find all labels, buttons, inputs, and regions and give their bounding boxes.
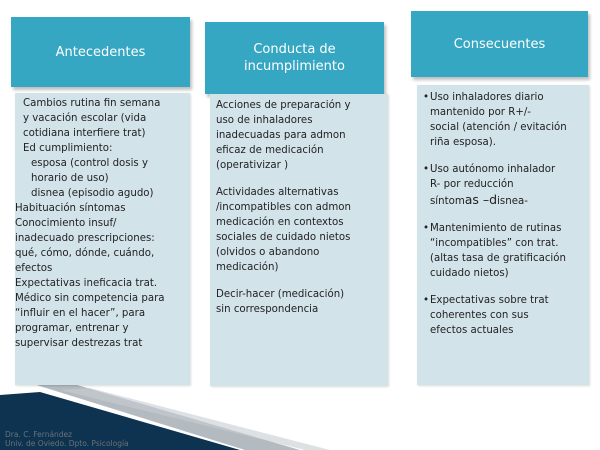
conducta-line: medicación) [216, 262, 279, 273]
consecuente-line: coherentes con sus [430, 310, 529, 321]
header-antecedentes [11, 17, 190, 87]
antecedentes-line: disnea (episodio agudo) [31, 188, 154, 199]
spacer [423, 150, 585, 162]
antecedentes-line: Conocimiento insuf/ [15, 218, 117, 229]
conducta-line: Actividades alternativas [216, 187, 339, 198]
consecuente-line: Uso inhaladores diario [430, 92, 544, 103]
footer-affiliation: Univ. de Oviedo. Dpto. Psicología [5, 439, 129, 448]
antecedentes-line: programar, entrenar y [15, 323, 129, 334]
consecuente-line: Uso autónomo inhalador [430, 164, 556, 175]
panel-consecuentes [417, 85, 589, 385]
antecedentes-line: y vacación escolar (vida [23, 113, 147, 124]
consecuente-item-2 [423, 162, 585, 209]
conducta-line: sin correspondencia [216, 304, 319, 315]
conducta-line: (olvidos o abandono [216, 247, 320, 258]
consecuente-line: cuidado nietos) [430, 268, 509, 279]
header-antecedentes-label: Antecedentes [55, 44, 146, 60]
spacer [216, 275, 384, 287]
header-consecuentes [411, 11, 588, 77]
conducta-line: sociales de cuidado nietos [216, 232, 351, 243]
conducta-line: uso de inhaladores [216, 115, 313, 126]
antecedentes-line: inadecuado prescripciones: [15, 233, 155, 244]
consecuente-item-1 [423, 90, 585, 150]
consecuente-fragment-large: as –d [464, 192, 498, 207]
header-conducta-label: Conducta de incumplimiento [244, 42, 345, 74]
consecuente-line: Expectativas sobre trat [430, 295, 549, 306]
antecedentes-line: horario de uso) [31, 173, 109, 184]
conducta-line: eficaz de medicación [216, 145, 324, 156]
consecuente-item-4 [423, 293, 585, 338]
antecedentes-line: esposa (control dosis y [31, 158, 149, 169]
conducta-line: medicación en contextos [216, 217, 344, 228]
panel-antecedentes [15, 93, 190, 385]
consecuente-fragment: isnea- [497, 196, 528, 207]
footer-author: Dra. C. Fernández [5, 430, 73, 439]
antecedentes-line: Cambios rutina fin semana [23, 98, 161, 109]
bullet: • [423, 164, 430, 175]
consecuente-line: riña esposa). [430, 137, 496, 148]
conducta-line: /incompatibles con admon [216, 202, 351, 213]
antecedentes-line: “influir en el hacer”, para [15, 308, 146, 319]
antecedentes-line: qué, cómo, dónde, cuándo, [15, 248, 155, 259]
antecedentes-line: cotidiana interfiere trat) [23, 128, 146, 139]
consecuente-item-3 [423, 221, 585, 281]
spacer [216, 173, 384, 185]
antecedentes-line: efectos [15, 263, 53, 274]
consecuente-line: R- por reducción [430, 179, 514, 190]
consecuente-line: (altas tasa de gratificación [430, 253, 566, 264]
consecuente-line: efectos actuales [430, 325, 514, 336]
bullet: • [423, 223, 430, 234]
conducta-line: inadecuadas para admon [216, 130, 346, 141]
consecuente-fragment: síntom [430, 196, 465, 207]
conducta-line: Decir-hacer (medicación) [216, 289, 345, 300]
panel-conducta [210, 94, 388, 386]
bullet: • [423, 92, 430, 103]
spacer [423, 209, 585, 221]
consecuente-line: mantenido por R+/- [430, 107, 531, 118]
antecedentes-line: Expectativas ineficacia trat. [15, 278, 158, 289]
bullet: • [423, 295, 430, 306]
consecuente-line: Mantenimiento de rutinas [430, 223, 562, 234]
header-conducta [205, 22, 384, 94]
conducta-line: Acciones de preparación y [216, 100, 351, 111]
antecedentes-line: supervisar destrezas trat [15, 338, 143, 349]
antecedentes-line: Habituación síntomas [15, 203, 126, 214]
antecedentes-line: Ed cumplimiento: [23, 143, 113, 154]
consecuente-line: “incompatibles” con trat. [430, 238, 559, 249]
header-consecuentes-label: Consecuentes [453, 36, 546, 52]
spacer [423, 281, 585, 293]
footer-credit [5, 430, 129, 448]
antecedentes-line: Médico sin competencia para [15, 293, 165, 304]
conducta-line: (operativizar ) [216, 160, 289, 171]
consecuente-line: social (atención / evitación [430, 122, 567, 133]
consecuente-line-mixed [430, 192, 585, 209]
